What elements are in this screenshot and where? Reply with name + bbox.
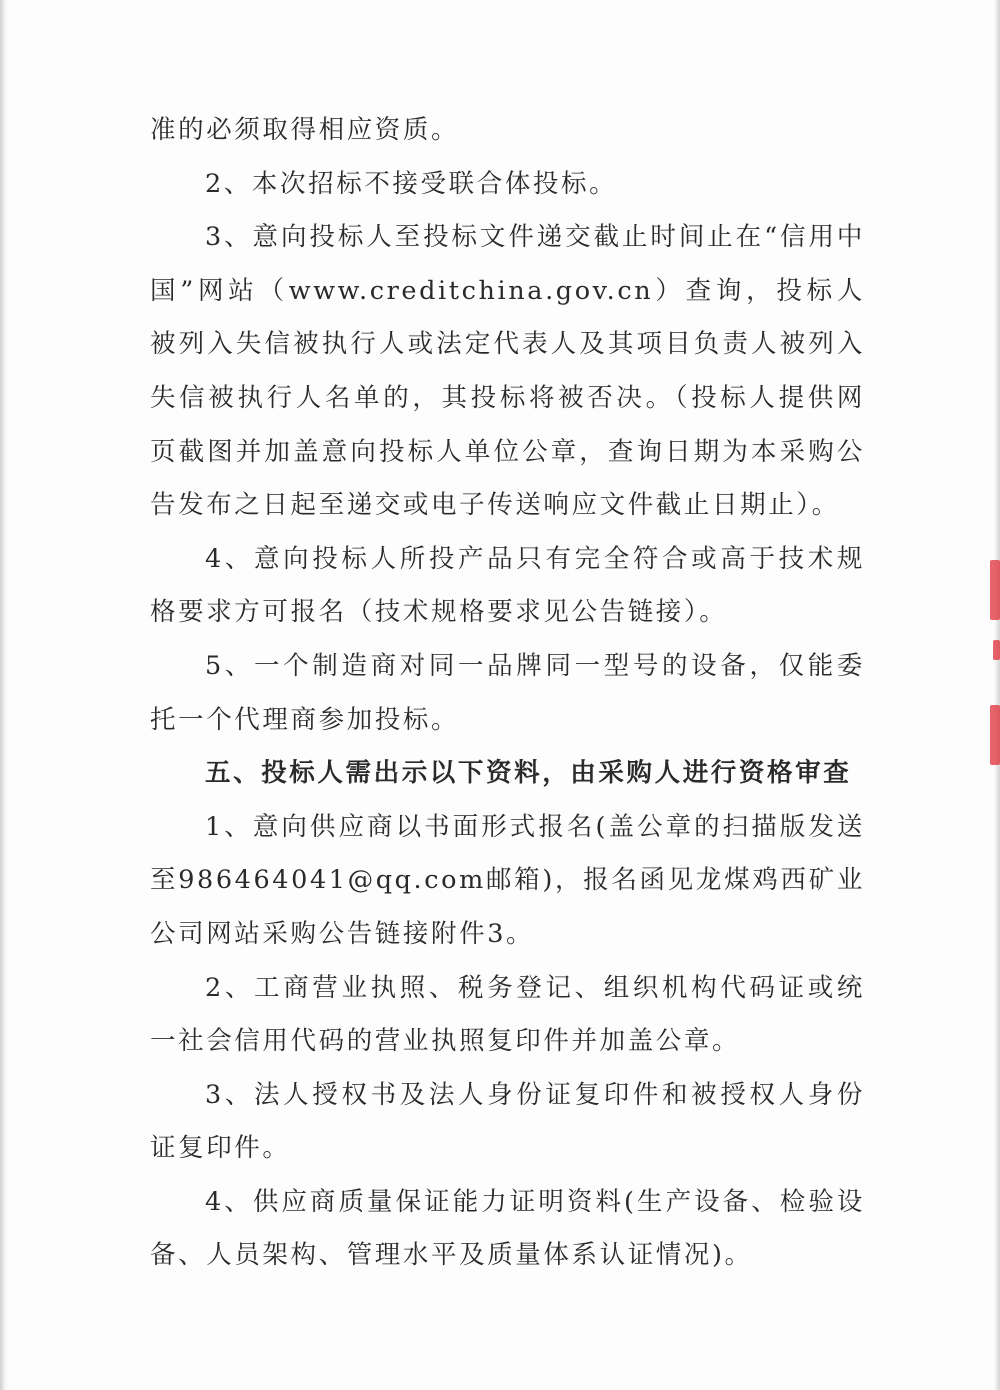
paragraph-material-2: 2、工商营业执照、税务登记、组织机构代码证或统一社会信用代码的营业执照复印件并加盖公章。 xyxy=(150,972,865,1057)
seal-stamp-fragment-middle xyxy=(993,640,1000,660)
paragraph-item-3: 3、意向投标人至投标文件递交截止时间止在“信用中国”网站（www.creditchina.gov.cn）查询，投标人被列入失信被执行人或法定代表人及其项目负责人被列入失信被执行人名单的，其投标将被否决。（投标人提供网页截图并加盖意向投标人单位公章，查询日期为本采购公告发布之日起至递交或电子传送响应文件截止日期止）。 xyxy=(150,222,865,521)
paragraph-material-1: 1、意向供应商以书面形式报名(盖公章的扫描版发送至986464041@qq.com邮箱)，报名函见龙煤鸡西矿业公司网站采购公告链接附件3。 xyxy=(150,811,865,949)
paragraph-item-5: 5、一个制造商对同一品牌同一型号的设备，仅能委托一个代理商参加投标。 xyxy=(150,650,865,735)
seal-stamp-fragment-top xyxy=(990,560,1000,620)
paragraph-material-3: 3、法人授权书及法人身份证复印件和被授权人身份证复印件。 xyxy=(150,1079,865,1164)
paragraph-item-4: 4、意向投标人所投产品只有完全符合或高于技术规格要求方可报名（技术规格要求见公告链接）。 xyxy=(150,543,865,628)
section-heading-5: 五、投标人需出示以下资料，由采购人进行资格审查 xyxy=(205,758,852,789)
page-shadow-left xyxy=(0,0,8,1390)
document-body xyxy=(150,104,865,1283)
page-shadow-right xyxy=(994,0,1000,1390)
paragraph-item-2: 2、本次招标不接受联合体投标。 xyxy=(205,168,618,199)
seal-stamp-fragment-bottom xyxy=(990,705,1000,765)
paragraph-material-4: 4、供应商质量保证能力证明资料(生产设备、检验设备、人员架构、管理水平及质量体系认证情况)。 xyxy=(150,1186,865,1271)
paragraph-qualification-end: 准的必须取得相应资质。 xyxy=(150,115,460,145)
